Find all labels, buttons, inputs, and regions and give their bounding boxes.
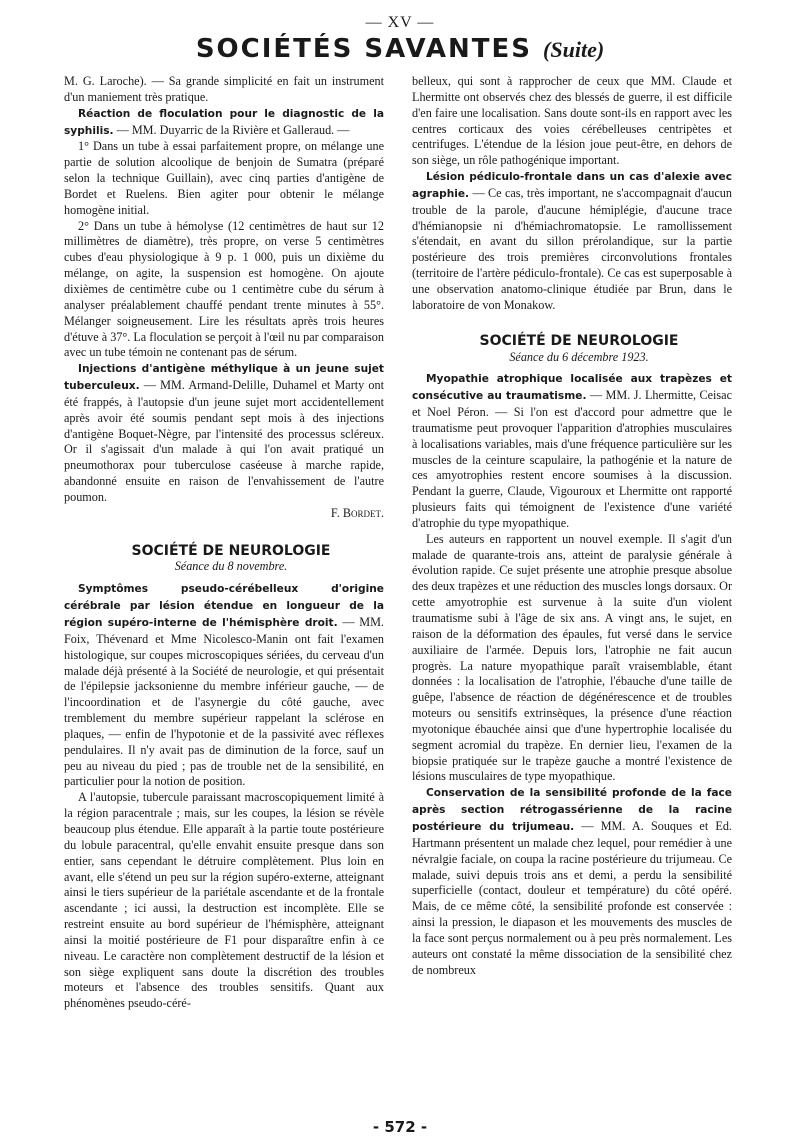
- myopathie-title: Myopathie atrophique localisée aux trapèzes et consécutive au traumatisme.: [412, 373, 732, 403]
- symptomes-title: Symptômes pseudo-cérébelleux d'origine cérébrale par lésion étendue en longueur de la région supéro-interne de l'hémisphère droit.: [64, 583, 384, 629]
- conservation-title: Conservation de la sensibilité profonde de la face après section rétrogassérienne de la racine postérieure du trijumeau.: [412, 787, 732, 833]
- reaction-section: [64, 106, 384, 140]
- reaction-title: Réaction de floculation pour le diagnostic de la syphilis.: [64, 107, 384, 137]
- right-column: [412, 74, 732, 978]
- society-heading-right: SOCIÉTÉ DE NEUROLOGIE: [479, 332, 679, 349]
- signature: F. Bordet.: [330, 505, 384, 520]
- seance-right: Séance du 6 décembre 1923.: [509, 349, 649, 364]
- spacer: [412, 314, 732, 334]
- conservation-section: [412, 785, 732, 978]
- page-title-suite: (Suite): [543, 37, 605, 62]
- page-title: [0, 34, 800, 64]
- symptomes-section: [64, 581, 384, 790]
- reaction-paragraph-1: 1° Dans un tube à essai parfaitement propre, on mélange une partie de solution alcoolique de benjoin de Sumatra (préparé selon la technique Guillain), avec cinq parties d'antigène de Bordet et Ruelens. Bien agiter pour obtenir le mélange homogène initial.: [64, 139, 384, 217]
- lesion-title: Lésion pédiculo-frontale dans un cas d'alexie avec agraphie.: [412, 171, 732, 200]
- page-number: - 572 -: [372, 1118, 428, 1136]
- lesion-text: — Ce cas, très important, ne s'accompagnait d'aucun trouble de la parole, d'aucune hémiplégie, d'aucune trace d'hémianopsie ni d'hémiachromatopsie. Le ramollissement s'étendait, en avant du sillon prérolandique, sur la partie postérieure des trois premières circonvolutions frontales (territoire de l'artère pédiculo-frontale). Ce cas est superposable à une observation anatomo-clinique étudiée par Brun, dans le laboratoire de von Monakow.: [412, 185, 732, 312]
- reaction-authors: — MM. Duyarric de la Rivière et Galleraud. —: [113, 122, 350, 137]
- continued-paragraph-right: belleux, qui sont à rapprocher de ceux que MM. Claude et Lhermitte ont observés chez des blessés de guerre, il est difficile d'en faire une localisation. Sans doute sont-ils en rapport avec les centres corticaux des voies cérébelleuses centripètes et centrifuges. L'étendue de la lésion joue peut-être, en dehors de son siège, un rôle pathogénique important.: [412, 74, 732, 168]
- spacer: [64, 522, 384, 544]
- page-title-text: SOCIÉTÉS SAVANTES: [195, 34, 532, 64]
- injections-text: — MM. Armand-Delille, Duhamel et Marty ont été frappés, à l'autopsie d'un jeune sujet mort accidentellement après avoir été soumis pendant sept mois à des injections d'antigène Boquet-Nègre, par l'intensité des processus scléreux. Or il s'agissait d'un malade à qui l'on avait pratiqué un pneumothorax pour tuberculose caséeuse à marche rapide, abandonné ensuite en raison de l'envahissement de l'autre poumon.: [64, 378, 384, 504]
- lesion-section: [412, 169, 732, 314]
- myopathie-paragraph-2: Les auteurs en rapportent un nouvel exemple. Il s'agit d'un malade de quarante-trois ans, atteint de paralysie générale à évolution rapide. Ce sujet présente une atrophie presque absolue des deux trapèzes et une réduction des muscles longs dorsaux. Or cette amyotrophie est survenue à la suite d'un violent traumatisme subi à l'âge de six ans. A vingt ans, le sujet, en raison de la déformation des épaules, fut versé dans le service auxiliaire de l'armée. Depuis lors, l'atrophie ne fait aucun progrès. La nature myopathique paraît vraisemblable, étant données : la localisation de l'atrophie, l'ébauche d'une taille de guêpe, l'absence de réaction de dégénérescence et de troubles moteurs ou sensitifs extrinsèques, la présence d'une réaction myotonique ébauchée ainsi que d'une hypertrophie localisée du segment acromial du trapèze. En dernier lieu, l'examen de la biopsie pratiquée sur le trapèze gauche a montré l'existence de lésions musculaires de type myopathique.: [412, 531, 732, 784]
- myopathie-text: — MM. J. Lhermitte, Ceisac et Noel Péron. — Si l'on est d'accord pour admettre que le traumatisme peut provoquer l'apparition d'atrophies musculaires à localisations variables, mais d'une fréquence particulière sur les muscles de la ceinture scapulaire, la pathogénie et la nature de ces amyotrophies restent encore soumises à la discussion. Pendant la guerre, Claude, Vigouroux et Lhermitte ont rapporté plusieurs faits qui témoignent de l'existence d'une variété d'atrophie du type myopathique.: [412, 388, 732, 530]
- injections-section: [64, 361, 384, 506]
- continued-paragraph: M. G. Laroche). — Sa grande simplicité en fait un instrument d'un maniement très pratique.: [64, 74, 384, 104]
- conservation-text: — MM. A. Souques et Ed. Hartmann présentent un malade chez lequel, pour remédier à une névralgie faciale, on coupa la racine postérieure du trijumeau. Ce malade, suivi depuis trois ans et demi, a perdu la sensibilité superficielle (contact, douleur et température) du côté opéré. Mais, de ce même côté, la sensibilité profonde est conservée : ainsi la pression, le diapason et les mouvements des muscles de la face sont perçus normalement ou à peu près normalement. Les auteurs ont constaté la même dissociation de la sensibilité chez de nombreux: [412, 818, 732, 977]
- symptomes-text: — MM. Foix, Thévenard et Mme Nicolesco-Manin ont fait l'examen histologique, sur coupes microscopiques sériées, du cerveau d'un malade déjà présenté à la Société de neurologie, et qui présentait de l'épilepsie jacksonienne du membre inférieur gauche, — de l'incoordination et de l'asynergie du côté gauche, avec tremblement du membre supérieur rappelant la sclérose en plaques, — enfin de l'hypotonie et de la passivité avec réflexes pendulaires. Il n'y avait pas de diminution de la force, sauf un peu au niveau du pied ; pas de trouble net de la sensibilité, en particulier pour la notion de position.: [64, 615, 384, 789]
- society-heading-left: SOCIÉTÉ DE NEUROLOGIE: [131, 542, 331, 559]
- autopsy-paragraph: A l'autopsie, tubercule paraissant macroscopiquement limité à la région paracentrale ; mais, sur les coupes, la lésion se révèle beaucoup plus étendue. Elle apparaît à la partie toute postérieure du lobule paracentral, qu'elle envahit ensuite presque dans son entier, sans cependant le détruire complètement. Plus loin en avant, elle s'étend un peu sur la région supéro-externe, atteignant ainsi le tiers supérieur de la pariétale ascendante et de la frontale ascendante ; ici aussi, la destruction est incomplète. Elle se restreint ensuite au bord supérieur de l'hémisphère, atteignant ainsi la moitié postérieure de F1 pour disparaître enfin à ce niveau. Le caractère non complètement destructif de la lésion et son siège expliquent sans doute la discrétion des troubles moteurs et l'absence des troubles sensitifs. Quant aux phénomènes pseudo-céré-: [64, 790, 384, 1011]
- reaction-paragraph-2: 2° Dans un tube à hémolyse (12 centimètres de haut sur 12 millimètres de diamètre), très propre, on verse 5 centimètres cubes d'eau physiologique à 9 p. 1 000, puis un dixième du mélange, on agite, la suspension est homogène. On ajoute dixièmes de centimètre cube ou 1 centimètre cube du sérum à analyser préalablement chauffé pendant trente minutes à 55°. Mélanger soigneusement. Lire les résultats après trois heures d'étuve à 37°. La floculation se perçoit à l'œil nu par comparaison avec un tube témoin ne contenant pas de sérum.: [64, 218, 384, 360]
- injections-title: Injections d'antigène méthylique à un jeune sujet tuberculeux.: [64, 363, 384, 393]
- left-column: [64, 74, 384, 1012]
- roman-page-number: — XV —: [365, 14, 435, 31]
- seance-left: Séance du 8 novembre.: [174, 559, 288, 574]
- myopathie-section: [412, 371, 732, 531]
